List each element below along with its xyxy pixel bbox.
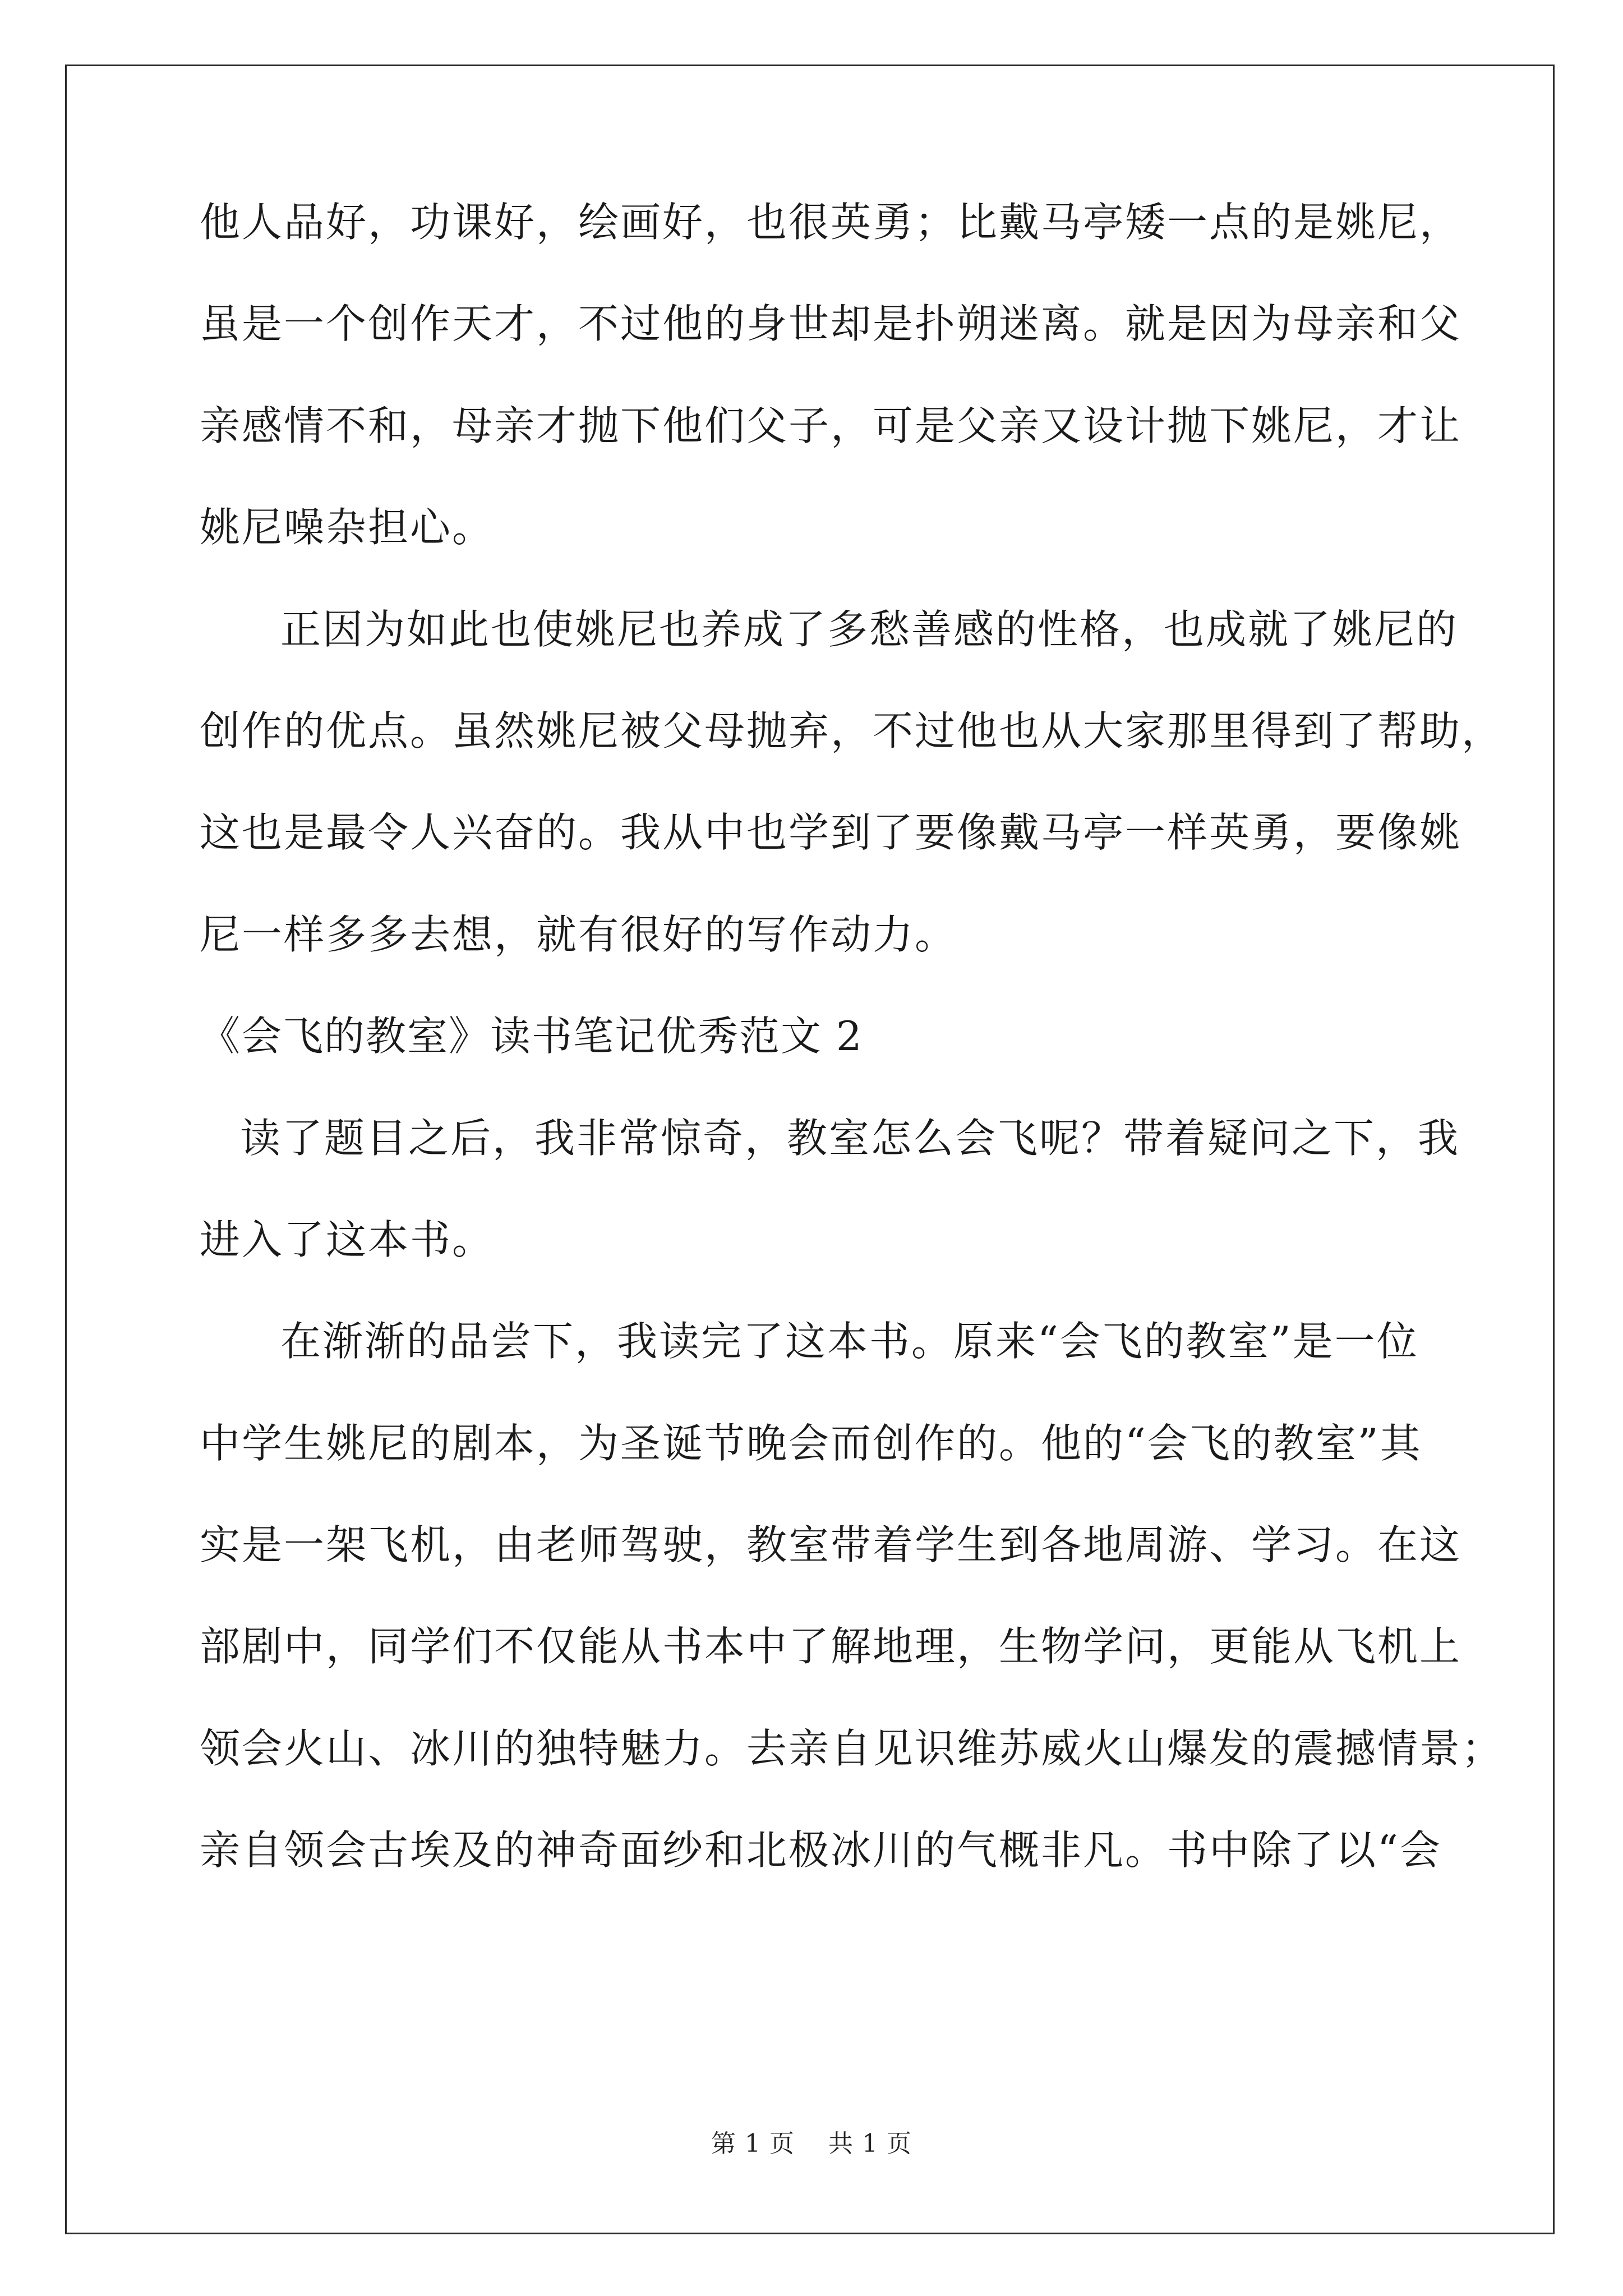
text-line: 进入了这本书。	[200, 1216, 495, 1263]
text-line: 领会火山、冰川的独特魅力。去亲自见识维苏威火山爆发的震撼情景；	[200, 1724, 1504, 1772]
text-line: 虽是一个创作天才，不过他的身世却是扑朔迷离。就是因为母亲和父	[200, 300, 1462, 348]
paragraph-start: 正因为如此也使姚尼也养成了多愁善感的性格，也成就了姚尼的	[280, 605, 1459, 653]
text-line: 创作的优点。虽然姚尼被父母抛弃，不过他也从大家那里得到了帮助，	[200, 707, 1504, 754]
text-line: 中学生姚尼的剧本，为圣诞节晚会而创作的。他的“会飞的教室”其	[200, 1419, 1422, 1467]
section-heading: 《会飞的教室》读书笔记优秀范文 2	[200, 1013, 863, 1060]
document-body	[200, 199, 1504, 1932]
paragraph-start: 在渐渐的品尝下，我读完了这本书。原来“会飞的教室”是一位	[280, 1318, 1419, 1365]
text-line: 亲感情不和，母亲才抛下他们父子，可是父亲又设计抛下姚尼，才让	[200, 402, 1462, 449]
page-footer: 第 1 页 共 1 页	[711, 2129, 912, 2158]
text-line: 他人品好，功课好，绘画好，也很英勇；比戴马亭矮一点的是姚尼，	[200, 199, 1462, 246]
text-line: 实是一架飞机，由老师驾驶，教室带着学生到各地周游、学习。在这	[200, 1521, 1462, 1569]
text-line: 尼一样多多去想，就有很好的写作动力。	[200, 910, 957, 958]
paragraph-start: 读了题目之后，我非常惊奇，教室怎么会飞呢？带着疑问之下，我	[240, 1114, 1460, 1162]
text-line: 部剧中，同学们不仅能从书本中了解地理，生物学问，更能从飞机上	[200, 1623, 1462, 1671]
text-line: 亲自领会古埃及的神奇面纱和北极冰川的气概非凡。书中除了以“会	[200, 1826, 1442, 1874]
text-line: 这也是最令人兴奋的。我从中也学到了要像戴马亭一样英勇，要像姚	[200, 809, 1462, 857]
text-line: 姚尼噪杂担心。	[200, 504, 495, 551]
